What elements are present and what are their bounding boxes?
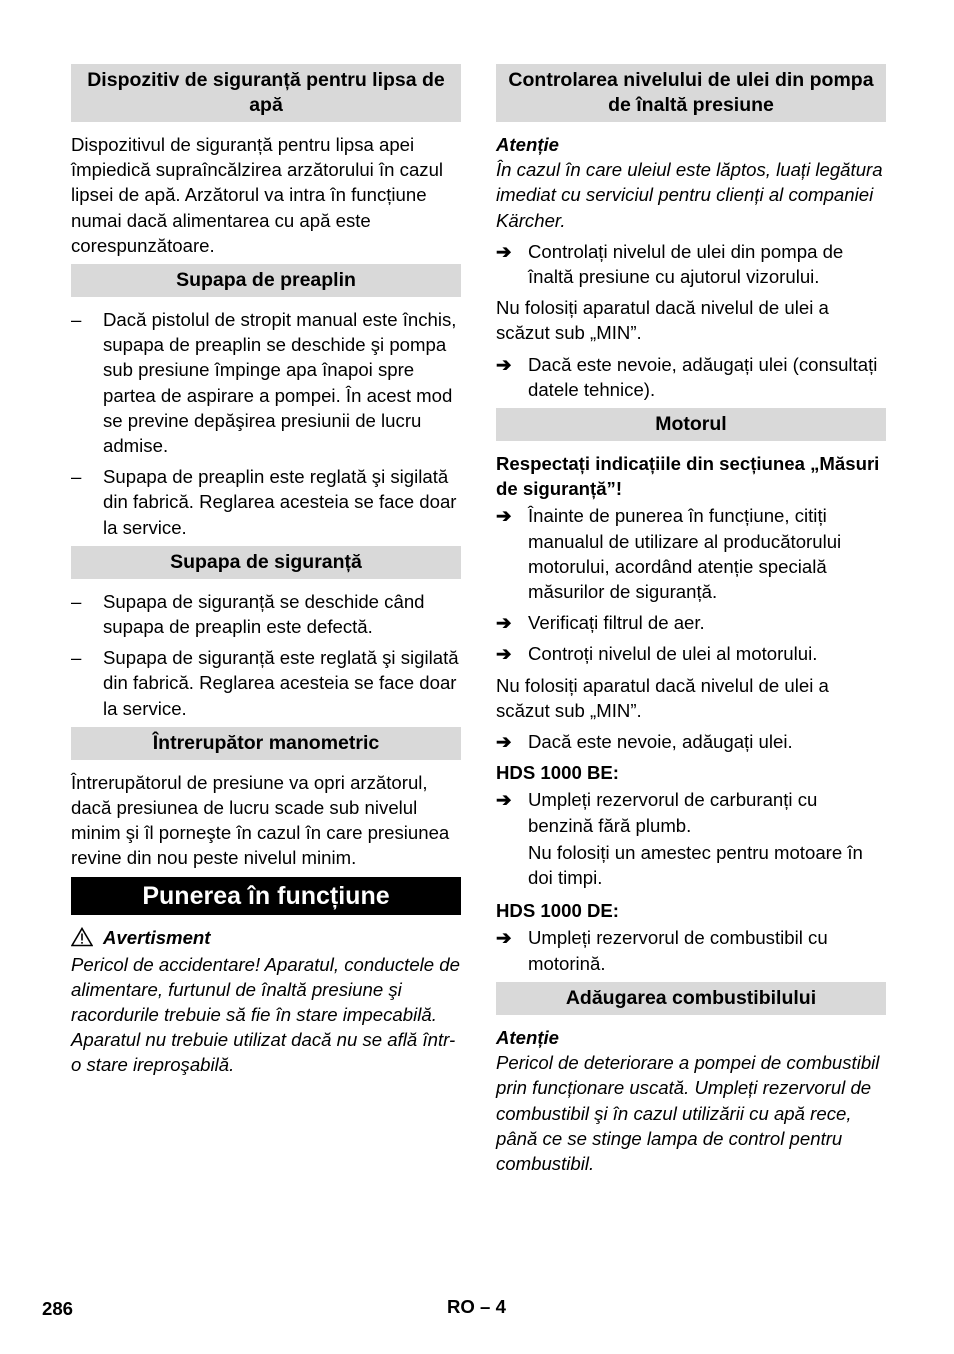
- list-item: [496, 925, 886, 975]
- warning-text: Pericol de accidentare! Aparatul, conductele de alimentare, furtunul de înaltă presiune şi racordurile trebuie să fie în stare impecabilă. Aparatul nu trebuie utilizat dacă nu se află într-o stare ireproşabilă.: [71, 953, 460, 1076]
- section-title-water-deficiency: Dispozitiv de siguranță pentru lipsa de apă: [71, 64, 461, 122]
- warning-heading: [71, 925, 461, 950]
- attention-label-fuel: Atenție: [496, 1026, 560, 1048]
- list-item: [71, 589, 461, 639]
- section-title-pump-oil-level: Controlarea nivelului de ulei din pompa de înaltă presiune: [496, 64, 886, 122]
- list-item-text: Umpleți rezervorul de combustibil cu motorină.: [528, 927, 828, 974]
- section-title-engine: Motorul: [496, 408, 886, 441]
- list-item: [496, 503, 886, 604]
- list-item-text: Controlați nivelul de ulei din pompa de înaltă presiune cu ajutorul vizorului.: [528, 240, 844, 288]
- dash-bullet: –: [71, 647, 82, 669]
- note-engine-min-level: Nu folosiți aparatul dacă nivelul de ulei a scăzut sub „MIN”.: [496, 674, 829, 721]
- attention-text: În cazul în care uleiul este lăptos, luați legătura imediat cu serviciul pentru clienți al companiei Kärcher.: [496, 159, 883, 231]
- list-item-text: Supapa de siguranță se deschide când supapa de preaplin este defectă.: [103, 590, 425, 638]
- paragraph-water-deficiency: Dispozitivul de siguranță pentru lipsa apei împiedică supraîncălzirea arzătorului în cazul lipsei de apă. Arzătorul va intra în funcțiune numai dacă alimentarea cu apă este corespunzătoare.: [71, 134, 444, 256]
- list-item-text: Verificați filtrul de aer.: [528, 612, 705, 634]
- list-item: [71, 464, 461, 540]
- arrow-right-icon: ➔: [496, 353, 512, 375]
- section-title-fuel: Adăugarea combustibilului: [496, 982, 886, 1015]
- list-safety-valve: [71, 589, 461, 721]
- arrow-right-icon: ➔: [496, 731, 512, 753]
- list-item: [496, 787, 886, 837]
- arrow-right-icon: ➔: [496, 789, 512, 811]
- arrow-right-icon: ➔: [496, 240, 512, 262]
- list-item-text: Supapa de preaplin este reglată şi sigilată din fabrică. Reglarea acesteia se face doar la service.: [103, 466, 457, 538]
- dash-bullet: –: [71, 466, 82, 488]
- steps-be: [496, 787, 886, 837]
- list-item: [496, 641, 886, 666]
- note-min-level: Nu folosiți aparatul dacă nivelul de ulei a scăzut sub „MIN”.: [496, 297, 829, 344]
- arrow-right-icon: ➔: [496, 505, 512, 527]
- list-item: [496, 352, 886, 402]
- attention-label: Atenție: [496, 134, 560, 155]
- steps-engine: [496, 503, 886, 666]
- warning-triangle-icon: [71, 927, 93, 947]
- arrow-right-icon: ➔: [496, 927, 512, 949]
- dash-bullet: –: [71, 590, 82, 612]
- list-item-text: Dacă pistolul de stropit manual este închis, supapa de preaplin se deschide şi pompa sub presiune împinge apa înapoi spre partea de aspirare a pompei. În acest mod se previne depăşirea presiunii de lucru admise.: [103, 309, 457, 457]
- paragraph-pressure-switch: Întrerupătorul de presiune va opri arzătorul, dacă presiunea de lucru scade sub nivelul minim şi îl porneşte în cazul în care presiunea revine din nou peste nivelul minim.: [71, 771, 450, 869]
- arrow-right-icon: ➔: [496, 643, 512, 665]
- warning-label: Avertisment: [103, 926, 211, 948]
- right-column: [496, 64, 886, 1182]
- list-item-text: Dacă este nevoie, adăugați ulei (consultați datele tehnice).: [528, 353, 878, 400]
- arrow-right-icon: ➔: [496, 612, 512, 634]
- list-item-text: Umpleți rezervorul de carburanți cu benzină fără plumb.: [528, 789, 818, 836]
- model-label-de: HDS 1000 DE:: [496, 900, 619, 922]
- steps-pump-oil: [496, 239, 886, 289]
- steps-engine-2: [496, 729, 886, 754]
- list-item-text: Dacă este nevoie, adăugați ulei.: [528, 731, 793, 753]
- list-item: [496, 239, 886, 289]
- engine-safety-note: Respectați indicațiile din secțiunea „Măsuri de siguranță”!: [496, 453, 880, 500]
- attention-text-fuel: Pericol de deteriorare a pompei de combustibil prin funcționare uscată. Umpleți rezervorul de combustibil şi în cazul utilizării cu apă rece, până ce se stinge lampa de control pentru combustibil.: [496, 1052, 880, 1174]
- list-item-text: Controți nivelul de ulei al motorului.: [528, 643, 818, 665]
- steps-pump-oil-2: [496, 352, 886, 402]
- left-column: [71, 64, 461, 1084]
- chapter-title: Punerea în funcțiune: [71, 877, 461, 915]
- language-page-label: RO – 4: [447, 1296, 506, 1317]
- dash-bullet: –: [71, 309, 82, 331]
- page-number: 286: [42, 1298, 74, 1319]
- list-item: [71, 645, 461, 721]
- note-two-stroke: Nu folosiți un amestec pentru motoare în doi timpi.: [528, 841, 863, 889]
- list-item: [496, 729, 886, 754]
- section-title-pressure-switch: Întrerupător manometric: [71, 727, 461, 760]
- list-item: [496, 610, 886, 635]
- steps-de: [496, 925, 886, 975]
- list-item-text: Înainte de punerea în funcțiune, citiți manualul de utilizare al producătorului motorului, acordând atenție specială măsurilor de siguranță.: [528, 505, 842, 603]
- section-title-overflow-valve: Supapa de preaplin: [71, 264, 461, 297]
- list-overflow-valve: [71, 307, 461, 540]
- section-title-safety-valve: Supapa de siguranță: [71, 546, 461, 579]
- list-item-text: Supapa de siguranță este reglată şi sigilată din fabrică. Reglarea acesteia se face doar la service.: [103, 647, 459, 719]
- list-item: [71, 307, 461, 458]
- model-label-be: HDS 1000 BE:: [496, 762, 619, 784]
